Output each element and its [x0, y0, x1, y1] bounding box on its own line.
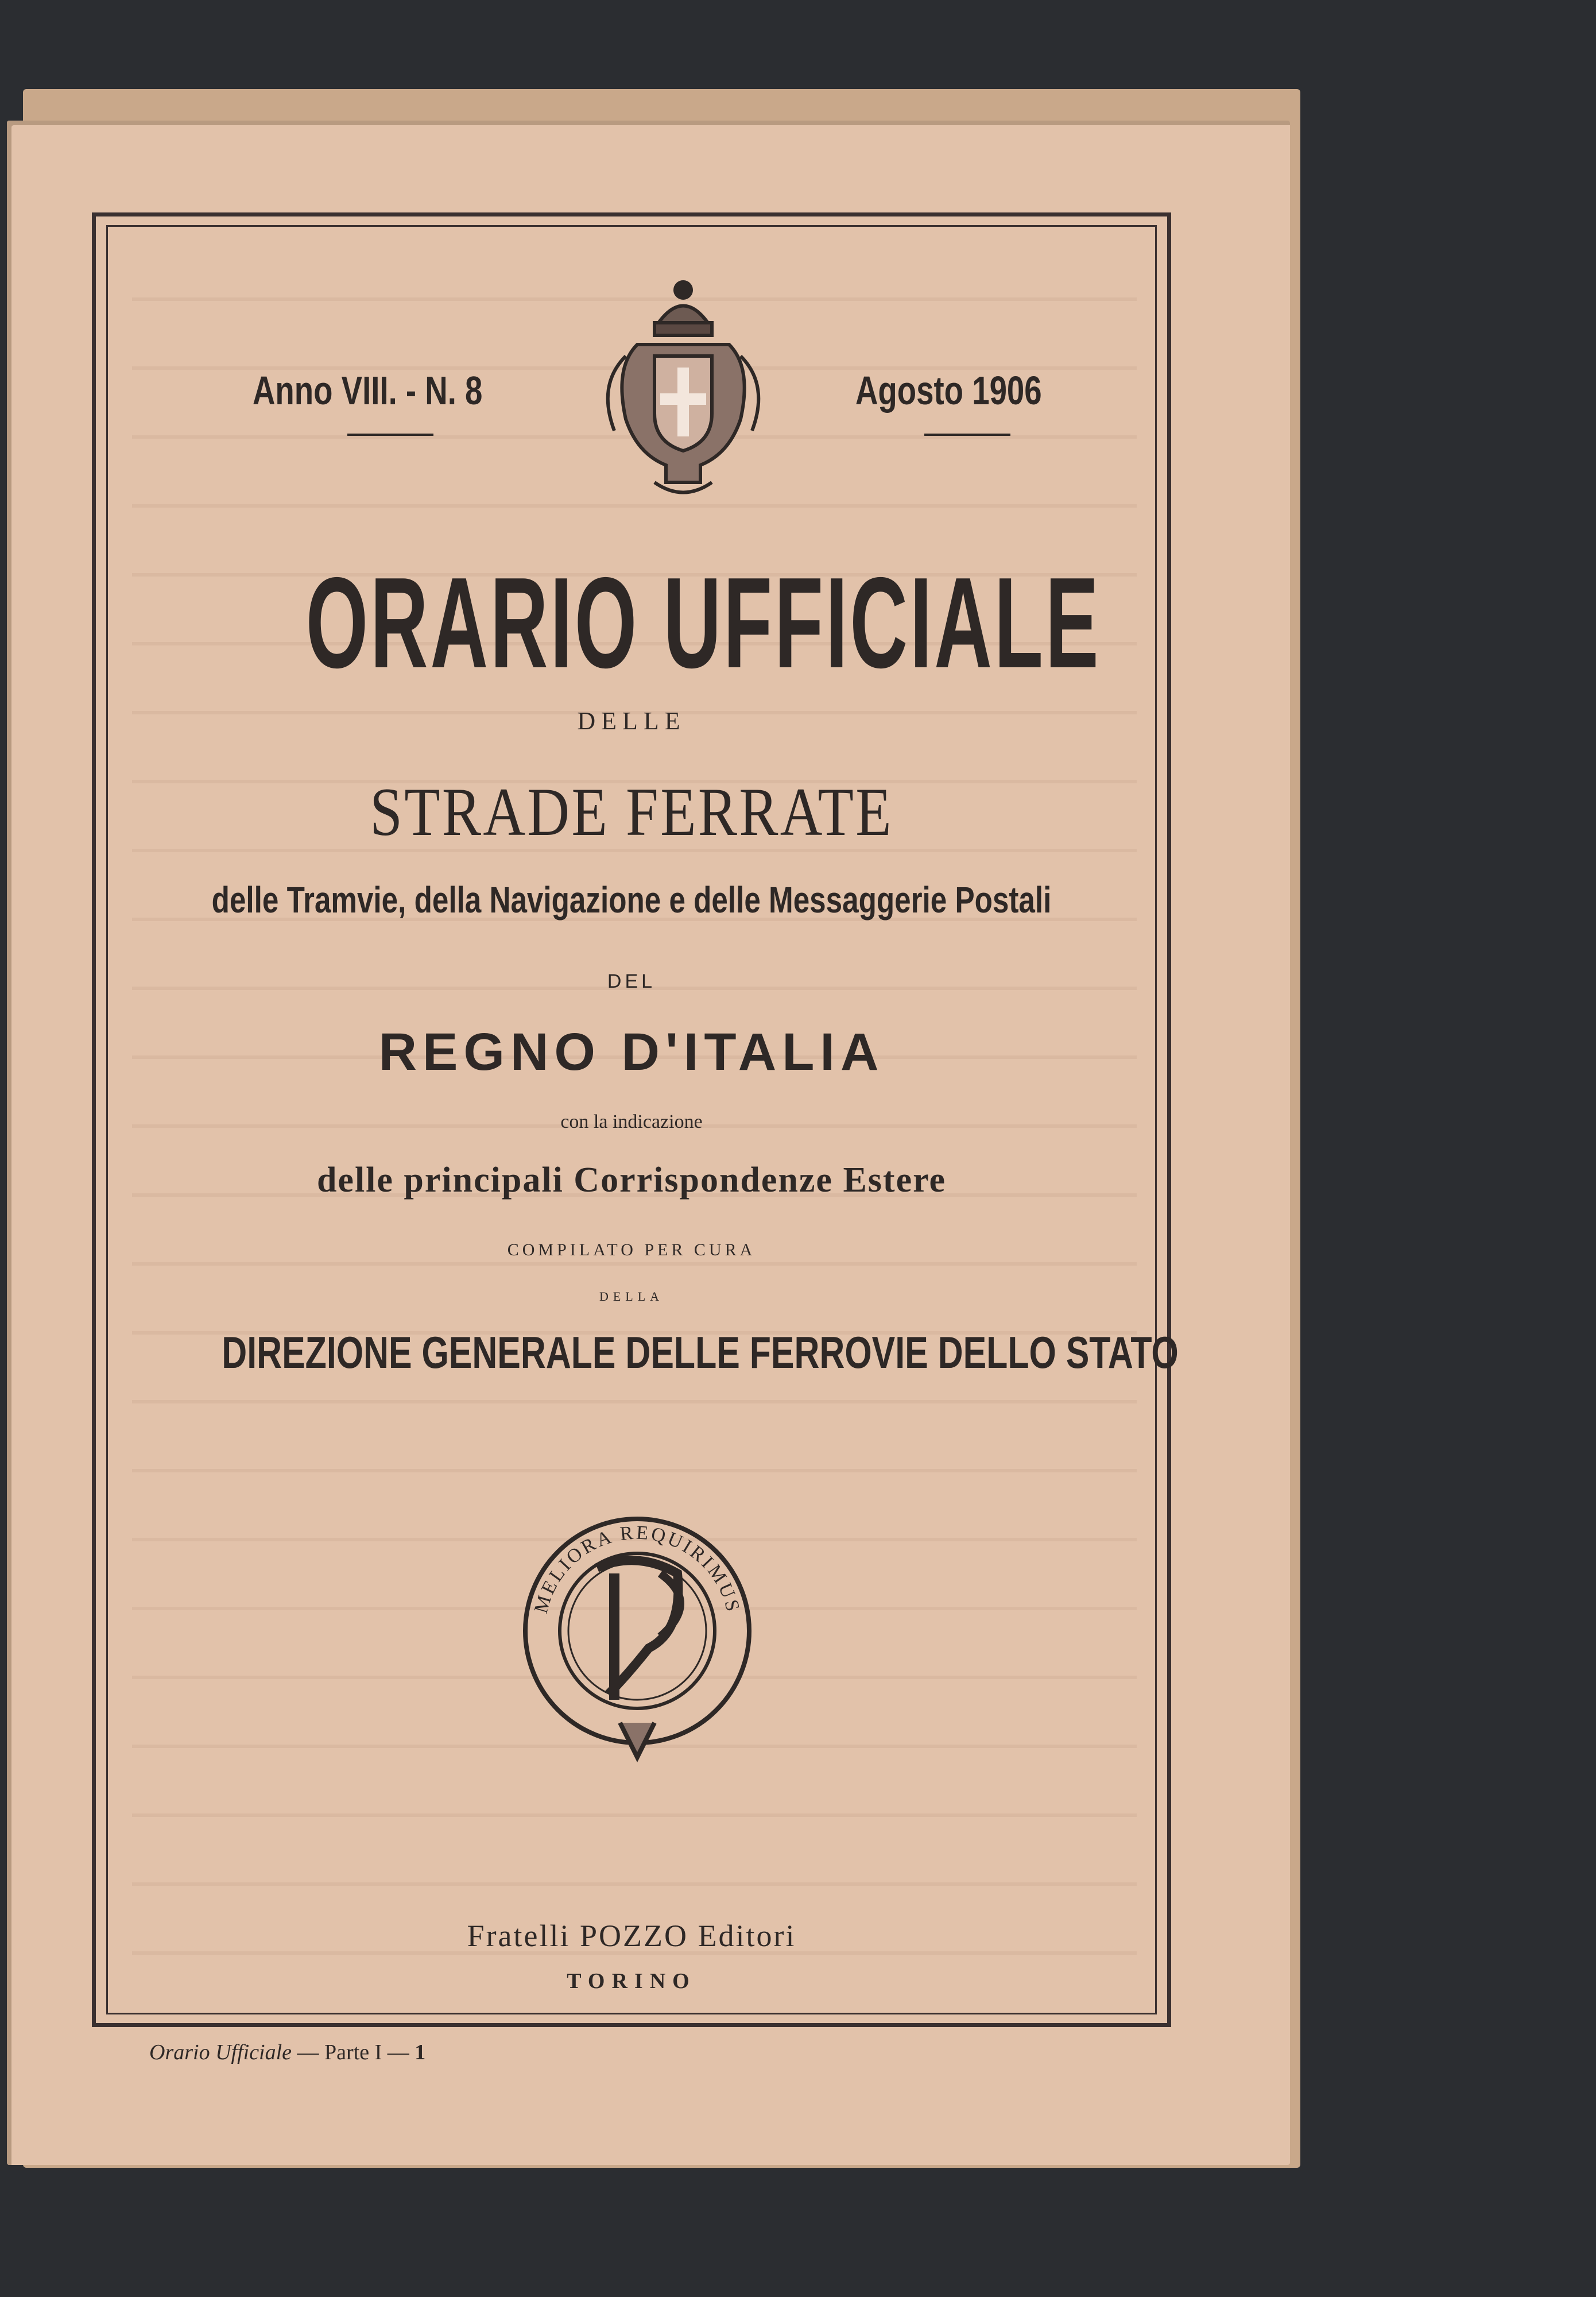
publisher-city: TORINO [567, 1969, 696, 1993]
monogram-seal-icon [511, 1505, 764, 1769]
svg-text:MELIORA REQUIRIMUS [530, 1522, 744, 1616]
emblem-motto: MELIORA REQUIRIMUS [530, 1522, 744, 1616]
issue-number-rule [347, 434, 433, 436]
direzione-heading: DIREZIONE GENERALE DELLE FERROVIE DELLO STATO [222, 1327, 1179, 1378]
strade-ferrate-heading: STRADE FERRATE [370, 774, 893, 850]
indicazione-text: con la indicazione [560, 1111, 703, 1132]
della-text: DELLA [599, 1289, 664, 1304]
footer-part: — Parte I — [297, 2040, 409, 2064]
corrispondenze-heading: delle principali Corrispondenze Estere [316, 1161, 947, 1200]
title-connector-delle: DELLE [577, 707, 686, 735]
issue-number: Anno VIII. - N. 8 [253, 368, 483, 413]
subtitle-services: delle Tramvie, della Navigazione e delle Messaggerie Postali [211, 879, 1052, 921]
publisher-name: Fratelli POZZO Editori [467, 1919, 796, 1953]
page-footer [149, 2040, 425, 2065]
issue-date: Agosto 1906 [855, 368, 1042, 413]
footer-page-number: 1 [415, 2040, 426, 2064]
issue-date-rule [924, 434, 1010, 436]
title-connector-del: DEL [607, 970, 656, 992]
regno-heading: REGNO D'ITALIA [378, 1023, 885, 1081]
main-title: ORARIO UFFICIALE [305, 550, 1101, 695]
royal-crest-icon [591, 270, 775, 505]
footer-label: Orario Ufficiale [149, 2040, 292, 2064]
compilato-text: COMPILATO PER CURA [507, 1240, 756, 1259]
